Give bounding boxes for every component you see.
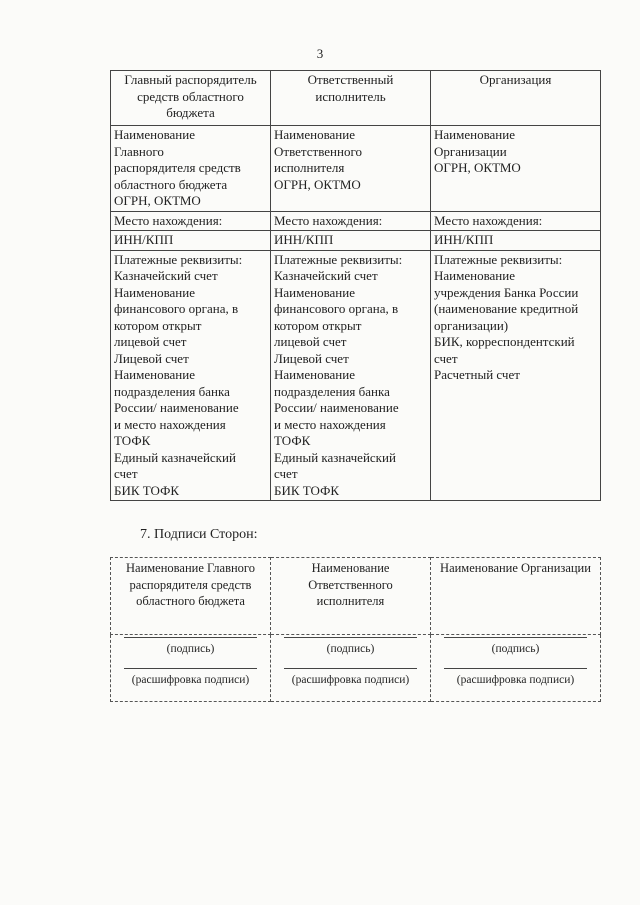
cell-line: котором открыт <box>274 317 362 333</box>
cell-line: БИК ТОФК <box>114 482 180 498</box>
header-responsible-executor: Ответственный исполнитель <box>271 71 431 126</box>
cell-line: Наименование <box>274 127 355 142</box>
decode-line <box>444 668 587 670</box>
cell-line: Платежные реквизиты: <box>434 251 563 267</box>
inn-cell: ИНН/КПП <box>431 231 601 251</box>
name-cell <box>431 126 601 212</box>
page-number: 3 <box>316 46 324 61</box>
cell-line: Лицевой счет <box>114 350 189 366</box>
location-cell: Место нахождения: <box>111 211 271 231</box>
inn-row <box>111 231 601 251</box>
signature-header-main-manager: Наименование Главного распорядителя средств областного бюджета <box>111 558 271 635</box>
payment-cell <box>271 250 431 501</box>
cell-line: Главного <box>114 143 164 159</box>
cell-line: лицевой счет <box>274 334 347 349</box>
cell-line: Наименование <box>274 284 355 300</box>
signature-line <box>444 637 587 639</box>
payment-cell <box>431 250 601 501</box>
cell-line: счет <box>114 466 138 481</box>
cell-line: финансового органа, в <box>114 301 239 316</box>
cell-line: котором открыт <box>114 317 202 333</box>
signature-line <box>124 637 257 639</box>
cell-line: лицевой счет <box>114 334 187 349</box>
cell-line: ОГРН, ОКТМО <box>274 176 361 192</box>
decode-caption: (расшифровка подписи) <box>456 673 575 686</box>
cell-line: подразделения банка <box>274 383 390 399</box>
cell-line: Платежные реквизиты: <box>114 251 243 267</box>
decode-line <box>284 668 417 670</box>
cell-line: (наименование кредитной <box>434 301 579 316</box>
cell-line: Казначейский счет <box>114 268 218 283</box>
name-cell <box>111 126 271 212</box>
signature-caption: (подпись) <box>326 643 375 655</box>
cell-line: Расчетный счет <box>434 367 520 382</box>
cell-line: областного бюджета <box>114 176 228 192</box>
cell-line: Наименование <box>434 127 515 142</box>
cell-line: подразделения банка <box>114 383 230 399</box>
decode-caption: (расшифровка подписи) <box>291 673 410 686</box>
cell-line: организации) <box>434 317 509 333</box>
signature-cell <box>271 635 431 702</box>
requisites-header-row <box>111 71 601 126</box>
inn-cell: ИНН/КПП <box>271 231 431 251</box>
location-cell: Место нахождения: <box>431 211 601 231</box>
cell-line: Ответственного <box>274 143 362 159</box>
cell-line: Лицевой счет <box>274 350 349 366</box>
signatures-row <box>111 635 601 702</box>
cell-line: ОГРН, ОКТМО <box>434 160 521 175</box>
signature-cell <box>111 635 271 702</box>
cell-line: Наименование <box>114 284 195 300</box>
cell-line: ОГРН, ОКТМО <box>114 193 201 208</box>
cell-line: распорядителя средств <box>114 160 241 175</box>
payment-row <box>111 250 601 501</box>
cell-line: счет <box>274 466 298 481</box>
cell-line: Наименование <box>114 367 195 382</box>
requisites-table <box>110 70 601 501</box>
signature-header-responsible-executor: Наименование Ответственного исполнителя <box>271 558 431 635</box>
cell-line: БИК ТОФК <box>274 482 340 498</box>
cell-line: России/ наименование <box>114 400 239 415</box>
cell-line: Казначейский счет <box>274 268 378 283</box>
cell-line: финансового органа, в <box>274 301 399 316</box>
cell-line: Наименование <box>434 268 515 283</box>
signature-line <box>284 637 417 639</box>
cell-line: ТОФК <box>114 433 151 448</box>
cell-line: Организации <box>434 143 507 159</box>
cell-line: и место нахождения <box>274 416 386 432</box>
name-row <box>111 126 601 212</box>
cell-line: ТОФК <box>274 433 311 448</box>
signatures-header-row <box>111 558 601 635</box>
cell-line: и место нахождения <box>114 416 226 432</box>
header-organization: Организация <box>431 71 601 126</box>
cell-line: Единый казначейский <box>274 449 396 465</box>
name-cell <box>271 126 431 212</box>
header-main-manager: Главный распорядитель средств областного бюджета <box>111 71 271 126</box>
cell-line: БИК, корреспондентский <box>434 334 575 349</box>
signatures-table <box>110 557 601 702</box>
location-row <box>111 211 601 231</box>
cell-line: Единый казначейский <box>114 449 236 465</box>
signature-caption: (подпись) <box>166 643 215 655</box>
location-cell: Место нахождения: <box>271 211 431 231</box>
cell-line: исполнителя <box>274 160 345 175</box>
decode-caption: (расшифровка подписи) <box>131 673 250 686</box>
signature-cell <box>431 635 601 702</box>
signature-caption: (подпись) <box>491 643 540 655</box>
cell-line: счет <box>434 350 458 366</box>
cell-line: Наименование <box>274 367 355 382</box>
cell-line: Платежные реквизиты: <box>274 251 403 267</box>
payment-cell <box>111 250 271 501</box>
cell-line: России/ наименование <box>274 400 399 415</box>
signature-header-organization: Наименование Организации <box>431 558 601 635</box>
cell-line: Наименование <box>114 127 195 142</box>
inn-cell: ИНН/КПП <box>111 231 271 251</box>
cell-line: учреждения Банка России <box>434 284 579 300</box>
decode-line <box>124 668 257 670</box>
section-title: 7. Подписи Сторон: <box>140 527 258 542</box>
